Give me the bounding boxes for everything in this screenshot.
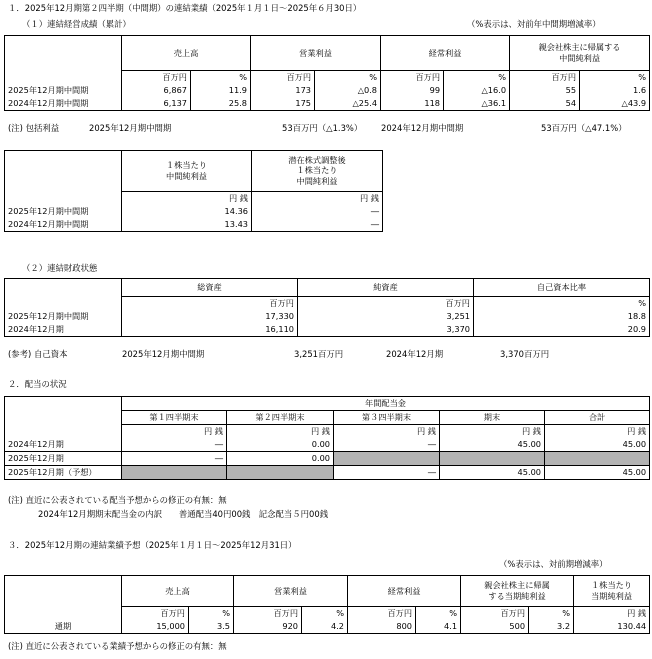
row-label: 2025年12月期中間期 (5, 84, 122, 97)
header-ordinary-income: 経常利益 (381, 36, 510, 71)
dividends-table (4, 396, 650, 480)
own-capital-value1: 3,251百万円 (294, 349, 344, 359)
header-q3-end: 第３四半期末 (334, 411, 440, 425)
row-label: 2024年12月期中間期 (5, 218, 122, 232)
table-row: 2024年12月期 16,110 3,370 20.9 (5, 323, 650, 337)
table-row: 2025年12月期中間期 17,330 3,251 18.8 (5, 310, 650, 323)
header-ordinary-income: 経常利益 (348, 576, 461, 607)
forecast-table (4, 575, 650, 634)
pct-note: （%表示は、対前年中間期増減率） (467, 19, 601, 29)
table-row: 2025年12月期中間期 6,867 11.9 173 △0.8 99 △16.0 55 1.6 (5, 84, 650, 97)
unit: 百万円 (122, 606, 189, 620)
unit: 円 銭 (122, 191, 252, 205)
header-operating-income: 営業利益 (234, 576, 348, 607)
own-capital-label: (参考) 自己資本 (8, 349, 68, 359)
comprehensive-income-period2: 2024年12月期中間期 (381, 123, 464, 133)
unit: % (315, 70, 381, 84)
header-net-income: 親会社株主に帰属 する当期純利益 (461, 576, 574, 607)
header-net-income (510, 36, 650, 71)
shaded-cell (227, 466, 334, 480)
header-operating-income: 営業利益 (251, 36, 381, 71)
unit: 百万円 (122, 70, 191, 84)
shaded-cell (545, 452, 650, 466)
header-net-assets: 純資産 (298, 279, 474, 297)
header-q2-end: 第２四半期末 (227, 411, 334, 425)
financial-position-subtitle: （２）連結財政状態 (22, 263, 98, 273)
own-capital-period2: 2024年12月期 (386, 349, 444, 359)
unit: % (529, 606, 574, 620)
unit: % (191, 70, 251, 84)
unit: 百万円 (234, 606, 302, 620)
shaded-cell (334, 452, 440, 466)
row-label: 2024年12月期 (5, 438, 122, 452)
comprehensive-income-value2: 53百万円（△47.1%） (541, 123, 627, 133)
unit: % (580, 70, 650, 84)
unit: 百万円 (122, 296, 298, 310)
row-label: 2025年12月期中間期 (5, 310, 122, 323)
unit: 百万円 (348, 606, 416, 620)
table-row: 2025年12月期（予想） ― 45.00 45.00 (5, 466, 650, 480)
unit: % (474, 296, 650, 310)
unit: 円 銭 (122, 425, 227, 439)
dividend-revision-note: (注) 直近に公表されている配当予想からの修正の有無：無 (8, 495, 227, 505)
table-row: 2025年12月期 ― 0.00 (5, 452, 650, 466)
comprehensive-income-label: (注) 包括利益 (8, 123, 60, 133)
row-label: 2025年12月期 (5, 452, 122, 466)
unit: 百万円 (381, 70, 444, 84)
row-label: 2025年12月期中間期 (5, 205, 122, 218)
forecast-revision-note: (注) 直近に公表されている業績予想からの修正の有無：無 (8, 641, 227, 651)
row-label: 2025年12月期（予想） (5, 466, 122, 480)
unit: 円 銭 (574, 606, 650, 620)
table-row: 2024年12月期 ― 0.00 ― 45.00 45.00 (5, 438, 650, 452)
unit: 円 銭 (545, 425, 650, 439)
unit: 百万円 (461, 606, 529, 620)
header-diluted-eps: 潜在株式調整後 １株当たり 中間純利益 (252, 151, 383, 192)
shaded-cell (440, 452, 545, 466)
forecast-title: ３．2025年12月期の連結業績予想（2025年１月１日～2025年12月31日） (8, 540, 297, 550)
unit: % (189, 606, 234, 620)
header-eps: １株当たり 当期純利益 (574, 576, 650, 607)
header-total: 合計 (545, 411, 650, 425)
unit: 百万円 (251, 70, 315, 84)
unit: % (444, 70, 510, 84)
row-label: 通期 (5, 620, 122, 634)
table-row: 2024年12月期中間期 13.43 ― (5, 218, 383, 232)
header-total-assets: 総資産 (122, 279, 298, 297)
header-equity-ratio: 自己資本比率 (474, 279, 650, 297)
unit: 百万円 (510, 70, 580, 84)
row-label: 2024年12月期 (5, 323, 122, 337)
header-eps: １株当たり 中間純利益 (122, 151, 252, 192)
table-row: 通期 15,000 3.5 920 4.2 800 4.1 500 3.2 130.44 (5, 620, 650, 634)
eps-table (4, 150, 383, 232)
header-sales: 売上高 (122, 576, 234, 607)
section1-title: １．2025年12月期第２四半期（中間期）の連結業績（2025年１月１日～2025年６月30日） (8, 3, 362, 13)
unit: 円 銭 (334, 425, 440, 439)
dividend-breakdown-note: 2024年12月期期末配当金の内訳 普通配当40円00銭 記念配当５円00銭 (38, 509, 329, 519)
row-label: 2024年12月期中間期 (5, 97, 122, 111)
comprehensive-income-period1: 2025年12月期中間期 (89, 123, 172, 133)
header-net-income-line1: 親会社株主に帰属する (538, 42, 621, 53)
dividends-title: ２．配当の状況 (8, 379, 67, 389)
own-capital-value2: 3,370百万円 (500, 349, 550, 359)
table-row: 2024年12月期中間期 6,137 25.8 175 △25.4 118 △36.1 54 △43.9 (5, 97, 650, 111)
header-q1-end: 第１四半期末 (122, 411, 227, 425)
financial-position-table (4, 278, 650, 337)
unit: 円 銭 (252, 191, 383, 205)
unit: 百万円 (298, 296, 474, 310)
operating-results-table (4, 35, 650, 111)
shaded-cell (122, 466, 227, 480)
header-annual-dividend: 年間配当金 (122, 397, 650, 411)
operating-results-subtitle: （１）連結経営成績（累計） (22, 19, 131, 29)
unit: % (302, 606, 348, 620)
own-capital-period1: 2025年12月期中間期 (122, 349, 205, 359)
header-blank (5, 36, 122, 71)
unit: 円 銭 (227, 425, 334, 439)
forecast-pct-note: （%表示は、対前期増減率） (499, 559, 608, 569)
header-year-end: 期末 (440, 411, 545, 425)
comprehensive-income-value1: 53百万円（△1.3%） (282, 123, 363, 133)
table-row: 2025年12月期中間期 14.36 ― (5, 205, 383, 218)
unit: % (416, 606, 461, 620)
header-sales: 売上高 (122, 36, 251, 71)
unit: 円 銭 (440, 425, 545, 439)
header-net-income-line2: 中間純利益 (559, 52, 601, 63)
